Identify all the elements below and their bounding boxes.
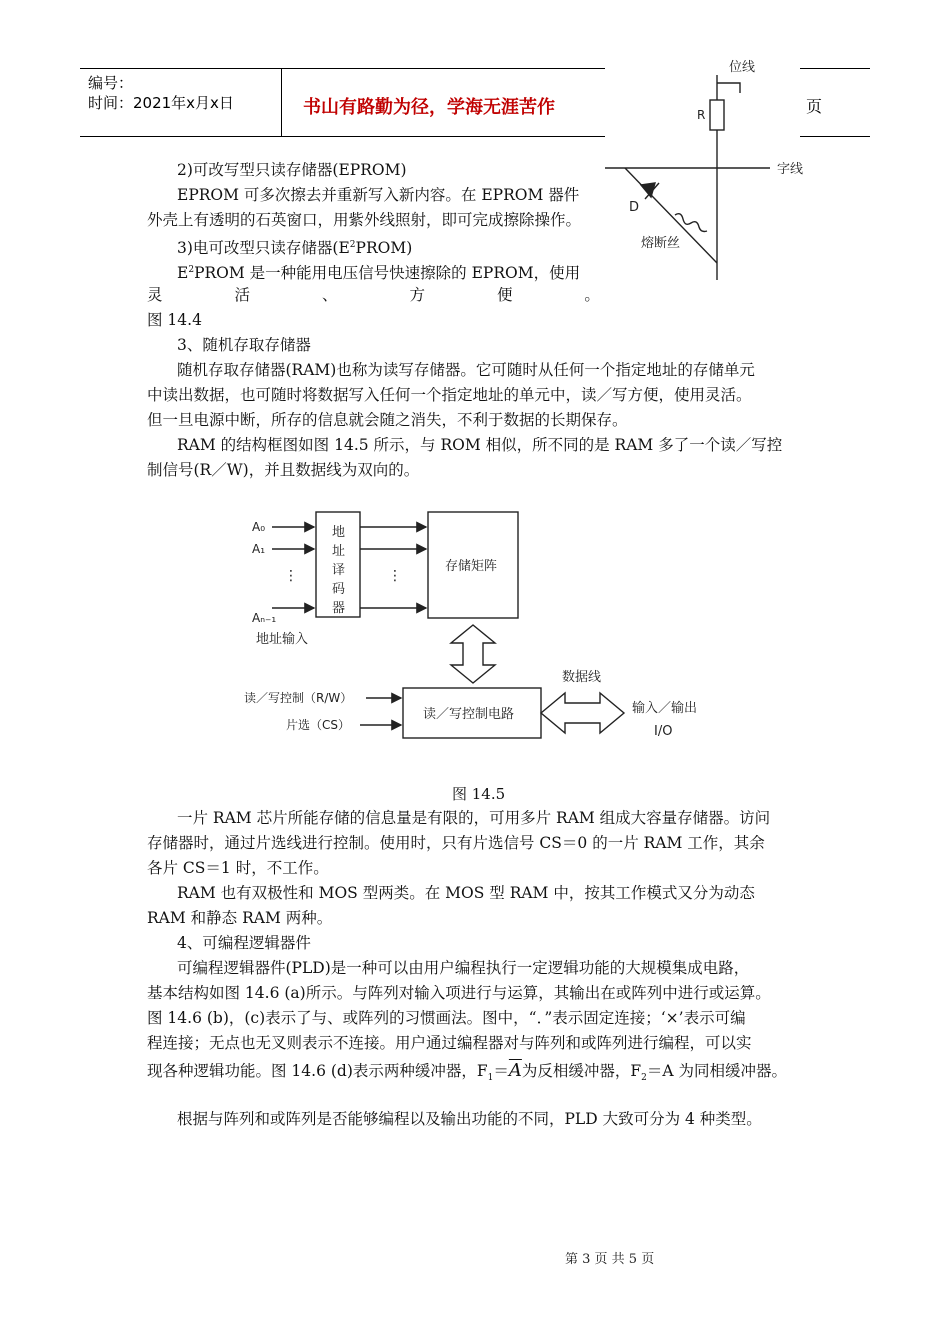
spread-char: 、 xyxy=(321,286,338,304)
header-bottom-rule xyxy=(80,136,605,137)
fig-14-4-label: 图 14.4 xyxy=(147,311,202,329)
line-pld-1: 可编程逻辑器件(PLD)是一种可以由用户编程执行一定逻辑功能的大规模集成电路， xyxy=(177,959,750,977)
header-bottom-rule-right xyxy=(800,136,870,137)
pld5-d: ＝A 为同相缓冲器。 xyxy=(646,1062,788,1080)
fuse-label: 熔断丝 xyxy=(641,236,681,251)
line-pld-5 xyxy=(147,1058,787,1091)
io-label: 输入／输出 xyxy=(632,701,698,716)
pld5-a: 现各种逻辑功能。图 14.6 (d)表示两种缓冲器，F xyxy=(147,1062,488,1080)
word-line-label: 字线 xyxy=(777,162,804,177)
spread-char: 。 xyxy=(584,286,600,304)
decoder-char: 码 xyxy=(332,582,346,597)
header-divider xyxy=(281,68,282,136)
eeprom-line-b: PROM 是一种能用电压信号快速擦除的 EPROM，使用 xyxy=(194,264,581,283)
pld5-abar: $\overline{A}$ xyxy=(508,1060,522,1081)
diode-label: D xyxy=(629,200,640,215)
section-pld-heading: 4、可编程逻辑器件 xyxy=(177,934,311,952)
fig-14-5-caption: 图 14.5 xyxy=(452,785,506,803)
line-pld-4: 程连接；无点也无叉则表示不连接。用户通过编程器对与阵列和或阵列进行编程，可以实 xyxy=(147,1034,752,1052)
resistor-label: R xyxy=(697,108,706,122)
spread-char: 便 xyxy=(496,286,513,304)
motto-tail: 页 xyxy=(806,97,823,116)
addr-a1-label: A₁ xyxy=(252,542,266,556)
line-capacity-1: 一片 RAM 芯片所能存储的信息量是有限的，可用多片 RAM 组成大容量存储器。访问 xyxy=(177,809,771,827)
eeprom-heading-b: PROM) xyxy=(355,239,413,258)
rw-control-label: 读／写控制（R/W） xyxy=(244,691,353,705)
header-top-rule-right xyxy=(800,68,870,69)
bit-line-label: 位线 xyxy=(729,60,756,75)
line-ram-5: 制信号(R／W)，并且数据线为双向的。 xyxy=(147,461,420,479)
ram-block-diagram xyxy=(240,500,720,750)
decoder-char: 地 xyxy=(332,525,346,540)
line-pld-types: 根据与阵列和或阵列是否能够编程以及输出功能的不同，PLD 大致可分为 4 种类型。 xyxy=(177,1110,762,1128)
line-ram-4: RAM 的结构框图如图 14.5 所示，与 ROM 相似，所不同的是 RAM 多了一个读／写控 xyxy=(177,436,783,454)
data-line-label: 数据线 xyxy=(562,670,602,685)
serial-label: 编号： xyxy=(88,74,134,92)
addr-a0-label: A₀ xyxy=(252,520,266,534)
spread-char: 方 xyxy=(409,286,425,304)
addr-an-label: Aₙ₋₁ xyxy=(252,611,277,625)
eeprom-heading-sup: 2 xyxy=(349,240,356,250)
line-eeprom-1 xyxy=(177,258,580,286)
line-pld-3: 图 14.6 (b)，(c)表示了与、或阵列的习惯画法。图中，“．”表示固定连接；‘×’表示可编 xyxy=(147,1009,746,1027)
eeprom-heading-a: 3)电可改型只读存储器(E xyxy=(177,239,350,258)
pld5-b: ＝ xyxy=(493,1062,509,1080)
line-ram-1: 随机存取存储器(RAM)也称为读写存储器。它可随时从任何一个指定地址的存储单元 xyxy=(177,361,755,379)
line-mos-1: RAM 也有双极性和 MOS 型两类。在 MOS 型 RAM 中，按其工作模式又分为动态 xyxy=(177,884,755,902)
address-input-label: 地址输入 xyxy=(256,632,309,647)
eeprom-line-a: E xyxy=(177,264,189,283)
line-pld-2: 基本结构如图 14.6 (a)所示。与阵列对输入项进行与运算，其输出在或阵列中进行或运算。 xyxy=(147,984,771,1002)
line-ram-3: 但一旦电源中断，所存的信息就会随之消失，不利于数据的长期保存。 xyxy=(147,411,628,429)
date-label: 时间：2021年x月x日 xyxy=(88,94,234,112)
chip-select-label: 片选（CS） xyxy=(286,718,350,732)
line-eprom-2: 外壳上有透明的石英窗口，用紫外线照射，即可完成擦除操作。 xyxy=(147,211,582,229)
line-capacity-2: 存储器时，通过片选线进行控制。使用时，只有片选信号 CS＝0 的一片 RAM 工作，其余 xyxy=(147,834,765,852)
pld5-c: 为反相缓冲器，F xyxy=(521,1062,642,1080)
spread-char: 活 xyxy=(234,286,250,304)
storage-matrix-label: 存储矩阵 xyxy=(445,559,498,574)
section-ram-heading: 3、随机存取存储器 xyxy=(177,336,311,354)
motto: 书山有路勤为径，学海无涯苦作 xyxy=(303,97,555,118)
line-spread xyxy=(147,283,600,308)
addr-dots-left: ⋮ xyxy=(284,568,298,584)
decoder-char: 译 xyxy=(332,563,346,578)
line-eprom-1: EPROM 可多次擦去并重新写入新内容。在 EPROM 器件 xyxy=(177,186,580,204)
spread-char: 灵 xyxy=(147,286,163,304)
line-eeprom-heading xyxy=(177,233,412,261)
header-top-rule xyxy=(80,68,605,69)
rw-circuit-label: 读／写控制电路 xyxy=(423,707,515,722)
line-ram-2: 中读出数据，也可随时将数据写入任何一个指定地址的单元中，读／写方便，使用灵活。 xyxy=(147,386,752,404)
addr-dots-right: ⋮ xyxy=(388,568,402,584)
decoder-char: 器 xyxy=(332,601,346,616)
eeprom-line-sup: 2 xyxy=(188,265,195,275)
decoder-char: 址 xyxy=(332,544,346,559)
page-number: 第 3 页 共 5 页 xyxy=(565,1252,655,1267)
io-abbr-label: I/O xyxy=(654,724,673,739)
line-capacity-3: 各片 CS＝1 时，不工作。 xyxy=(147,859,329,877)
line-mos-2: RAM 和静态 RAM 两种。 xyxy=(147,909,333,927)
pld5-sub1: 1 xyxy=(487,1073,494,1084)
fuse-cell-figure xyxy=(605,55,810,285)
line-eprom-heading: 2)可改写型只读存储器(EPROM) xyxy=(177,161,407,179)
pld5-sub2: 2 xyxy=(641,1073,647,1084)
